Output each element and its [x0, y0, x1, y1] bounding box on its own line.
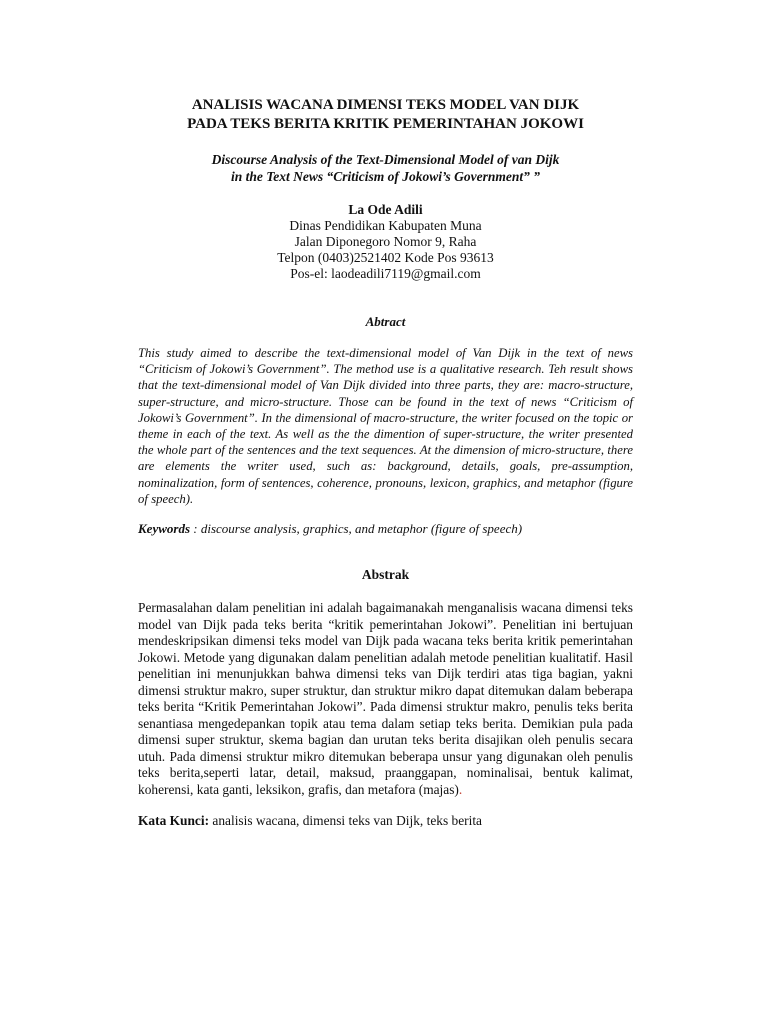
keywords-english — [138, 521, 633, 537]
author-address: Jalan Diponegoro Nomor 9, Raha — [294, 234, 477, 249]
author-block — [138, 202, 633, 282]
paper-page — [138, 96, 633, 829]
english-title — [138, 151, 633, 185]
author-email: Pos-el: laodeadili7119@gmail.com — [290, 266, 481, 281]
abstract-body-indonesian-text: Permasalahan dalam penelitian ini adalah bagaimanakah menganalisis wacana dimensi teks model van Dijk pada teks berita “kritik pemerintahan Jokowi”. Penelitian ini bertujuan mendeskripsikan dimensi teks model van Dijk pada wacana teks berita kritik pemerintahan Jokowi. Metode yang digunakan dalam penelitian adalah metode penelitian kualitatif. Hasil penelitian ini menunjukkan bahwa dimensi teks van Dijk terdiri atas tiga bagian, yakni dimensi struktur makro, super struktur, dan struktur mikro dapat ditemukan dalam beberapa teks berita “Kritik Pemerintahan Jokowi”. Pada dimensi struktur makro, penulis teks berita senantiasa mengedepankan topik atau tema dalam setiap teks berita. Demikian pula pada dimensi super struktur, skema bagian dan urutan teks berita disajikan oleh penulis secara utuh. Pada dimensi struktur mikro ditemukan beberapa unsur yang digunakan oleh penulis teks berita,seperti latar, detail, maksud, praanggapan, nominalisai, bentuk kalimat, koherensi, kata ganti, leksikon, grafis, dan metafora (majas) — [138, 600, 633, 797]
paper-title — [138, 96, 633, 134]
author-phone: Telpon (0403)2521402 Kode Pos 93613 — [277, 250, 494, 265]
abstract-heading-indonesian: Abstrak — [361, 567, 410, 583]
title-line-2: PADA TEKS BERITA KRITIK PEMERINTAHAN JOKOWI — [187, 116, 584, 132]
abstract-end-mark: . — [458, 781, 463, 797]
author-name: La Ode Adili — [348, 202, 423, 217]
author-affiliation: Dinas Pendidikan Kabupaten Muna — [289, 218, 482, 233]
title-line-1: ANALISIS WACANA DIMENSI TEKS MODEL VAN DIJK — [191, 97, 580, 113]
subtitle-line-1: Discourse Analysis of the Text-Dimensional Model of van Dijk — [211, 152, 560, 167]
keywords-label-english: Keywords — [138, 521, 190, 537]
keywords-indonesian — [138, 813, 633, 829]
abstract-body-english: This study aimed to describe the text-dimensional model of Van Dijk in the text of news “Criticism of Jokowi’s Government”. The method use is a qualitative research. Teh result shows that the text-dimensional model of Van Dijk divided into three parts, they are: macro-structure, super-structure, and micro-structure. Those can be found in the text of news “Criticism of Jokowi’s Government”. In the dimensional of macro-structure, the writer focused on the topic or theme in each of the text. As well as the the dimention of super-structure, the writer presented the whole part of the sentences and the text sequences. At the dimension of micro-structure, there are elements the writer used, such as: background, details, goals, pre-assumption, nominalization, form of sentences, coherence, pronouns, lexicon, graphics, and metaphor (figure of speech). — [138, 346, 633, 506]
keywords-text-english: : discourse analysis, graphics, and metaphor (figure of speech) — [190, 521, 523, 537]
keywords-label-indonesian: Kata Kunci: — [138, 813, 210, 829]
abstract-heading-english: Abtract — [365, 314, 406, 329]
keywords-text-indonesian: analisis wacana, dimensi teks van Dijk, teks berita — [209, 813, 482, 829]
subtitle-line-2: in the Text News “Criticism of Jokowi’s Government” ” — [230, 169, 540, 184]
abstract-body-indonesian — [138, 600, 633, 798]
